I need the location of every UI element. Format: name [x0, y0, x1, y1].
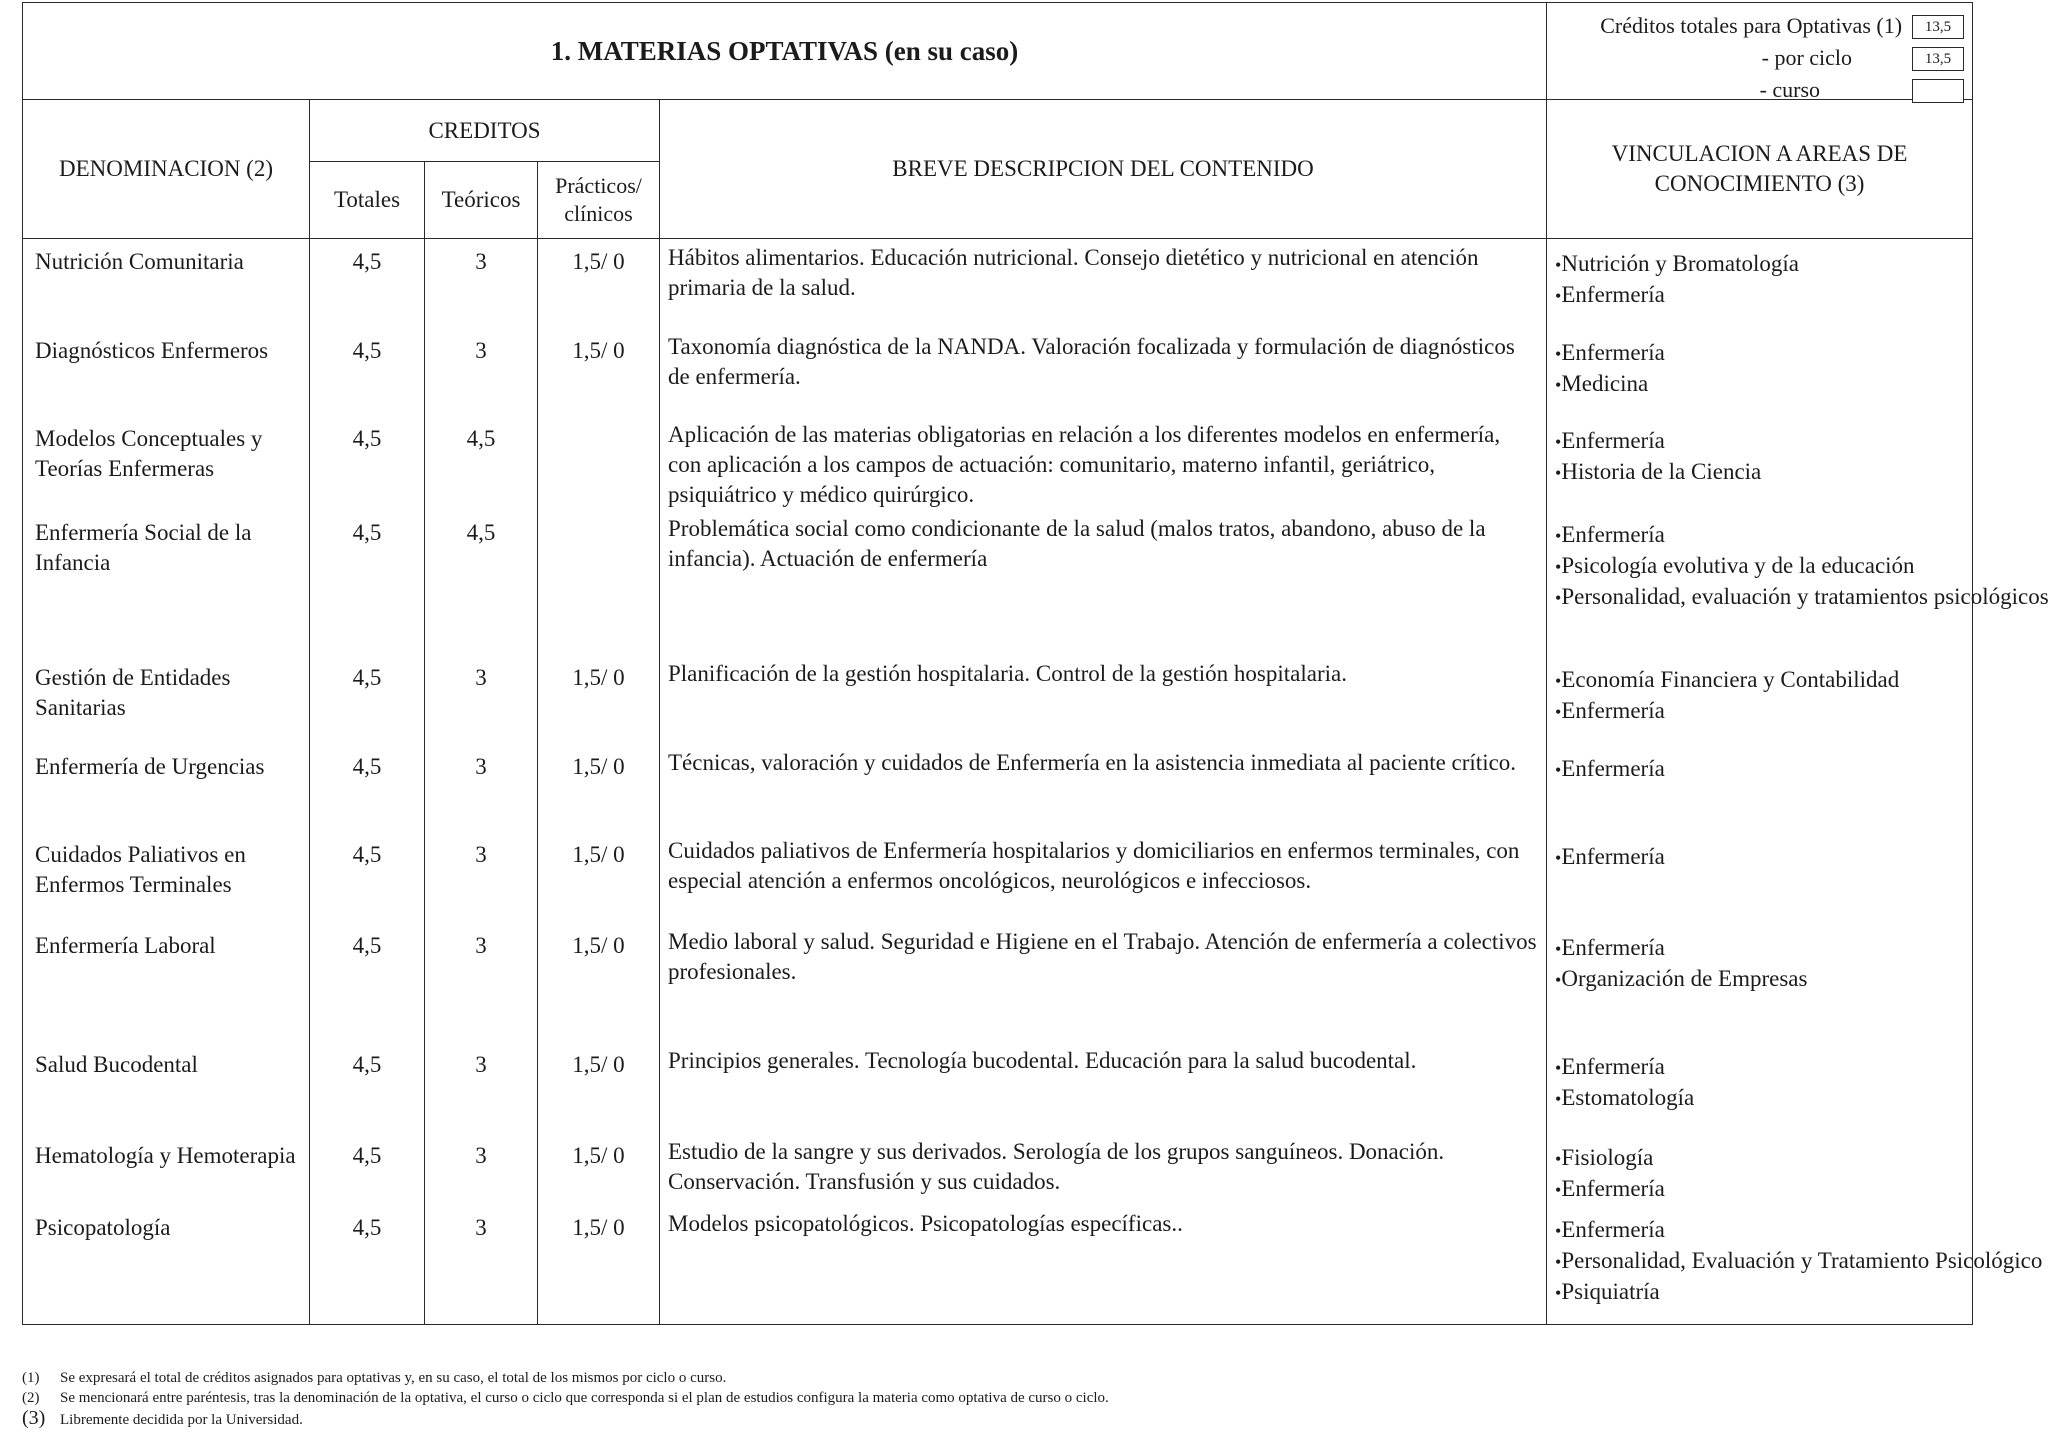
subject-name: Psicopatología	[23, 1205, 310, 1325]
per-cycle-label: - por ciclo	[1761, 45, 1853, 70]
credits-totales: 4,5	[310, 328, 425, 416]
credits-teoricos: 3	[425, 1205, 538, 1325]
bullet-icon: •	[1555, 286, 1562, 306]
table-title: 1. MATERIAS OPTATIVAS (en su caso)	[23, 3, 1547, 100]
subject-description: Aplicación de las materias obligatorias en relación a los diferentes modelos en enfermería, con aplicación a los campos de actuación: comunitario, materno infantil, geriátrico, psiquiátrico y médico quirúrgico.	[660, 416, 1547, 510]
footnote-number: (3)	[22, 1407, 46, 1429]
footnote-text: Se expresará el total de créditos asignados para optativas y, en su caso, el total de los mismos por ciclo o curso.	[60, 1370, 727, 1386]
credits-totals-label: Créditos totales para Optativas (1)	[1600, 13, 1903, 38]
knowledge-area-label: Organización de Empresas	[1561, 965, 1808, 991]
knowledge-area-label: Enfermería	[1561, 1053, 1665, 1079]
credits-totales: 4,5	[310, 416, 425, 510]
table-row	[23, 1042, 1973, 1133]
knowledge-area-label: Enfermería	[1561, 339, 1665, 365]
credits-totales: 4,5	[310, 510, 425, 655]
table-row	[23, 832, 1973, 923]
knowledge-area-item	[1555, 1174, 1968, 1205]
knowledge-area-item	[1555, 457, 1968, 488]
credits-totales: 4,5	[310, 1205, 425, 1325]
knowledge-areas	[1547, 239, 1973, 328]
col-header-practicos: Prácticos/ clínicos	[538, 162, 660, 239]
credits-teoricos: 3	[425, 1133, 538, 1205]
bullet-icon: •	[1555, 556, 1562, 577]
col-header-teoricos: Teóricos	[425, 162, 538, 239]
credits-totales: 4,5	[310, 239, 425, 328]
bullet-icon: •	[1555, 1220, 1562, 1241]
knowledge-areas	[1547, 832, 1973, 923]
table-row	[23, 655, 1973, 744]
knowledge-areas	[1547, 416, 1973, 510]
knowledge-area-item	[1555, 1246, 2043, 1277]
credits-practicos: 1,5/ 0	[538, 655, 660, 744]
subject-description: Taxonomía diagnóstica de la NANDA. Valoración focalizada y formulación de diagnósticos de enfermería.	[660, 328, 1547, 416]
bullet-icon: •	[1555, 701, 1562, 722]
subject-description: Técnicas, valoración y cuidados de Enfermería en la asistencia inmediata al paciente crítico.	[660, 744, 1547, 832]
table-row	[23, 239, 1973, 328]
knowledge-area-item	[1555, 426, 1968, 457]
knowledge-area-item	[1555, 1215, 1968, 1246]
credits-summary-box	[1547, 3, 1973, 100]
subject-name: Cuidados Paliativos en Enfermos Terminales	[23, 832, 310, 923]
bullet-icon: •	[1555, 255, 1562, 275]
knowledge-area-label: Psiquiatría	[1561, 1278, 1660, 1304]
knowledge-area-item	[1555, 1083, 1968, 1114]
credits-teoricos: 3	[425, 1042, 538, 1133]
credits-teoricos: 3	[425, 923, 538, 1042]
subject-description: Cuidados paliativos de Enfermería hospitalarios y domiciliarios en enfermos terminales, con especial atención a enfermos oncológicos, neurológicos e infecciosos.	[660, 832, 1547, 923]
table-body	[23, 239, 2049, 1325]
footnote-text: Se mencionará entre paréntesis, tras la denominación de la optativa, el curso o ciclo que corresponda si el plan de estudios configura la materia como optativa de curso o ciclo.	[60, 1390, 1109, 1406]
knowledge-area-label: Fisiología	[1561, 1144, 1654, 1170]
bullet-icon: •	[1555, 1251, 1562, 1272]
knowledge-area-label: Psicología evolutiva y de la educación	[1561, 552, 1915, 578]
knowledge-area-label: Enfermería	[1561, 427, 1665, 453]
credits-totales: 4,5	[310, 1042, 425, 1133]
subject-name: Enfermería Social de la Infancia	[23, 510, 310, 655]
credits-practicos: 1,5/ 0	[538, 328, 660, 416]
bullet-icon: •	[1555, 525, 1562, 546]
knowledge-area-label: Enfermería	[1561, 282, 1665, 307]
knowledge-area-item	[1555, 665, 1968, 696]
knowledge-area-label: Personalidad, Evaluación y Tratamiento Psicológico	[1561, 1247, 2043, 1273]
bullet-icon: •	[1555, 670, 1562, 691]
knowledge-area-item	[1555, 369, 1968, 400]
bullet-icon: •	[1555, 1282, 1562, 1303]
credits-teoricos: 3	[425, 744, 538, 832]
knowledge-area-label: Enfermería	[1561, 755, 1665, 781]
table-row	[23, 1133, 1973, 1205]
subject-name: Diagnósticos Enfermeros	[23, 328, 310, 416]
credits-totales: 4,5	[310, 923, 425, 1042]
knowledge-area-label: Enfermería	[1561, 697, 1665, 723]
knowledge-area-item	[1555, 933, 1968, 964]
credits-teoricos: 4,5	[425, 510, 538, 655]
subject-name: Gestión de Entidades Sanitarias	[23, 655, 310, 744]
col-header-descripcion: BREVE DESCRIPCION DEL CONTENIDO	[660, 100, 1547, 239]
footnote-2	[22, 1388, 1109, 1408]
footnote-text: Libremente decidida por la Universidad.	[60, 1412, 303, 1428]
footnote-1	[22, 1368, 1109, 1388]
knowledge-areas	[1547, 1205, 2043, 1325]
knowledge-area-label: Enfermería	[1561, 521, 1665, 547]
credits-practicos: 1,5/ 0	[538, 1205, 660, 1325]
knowledge-areas	[1547, 328, 1973, 416]
subject-description: Principios generales. Tecnología bucodental. Educación para la salud bucodental.	[660, 1042, 1547, 1133]
credits-teoricos: 4,5	[425, 416, 538, 510]
table-row	[23, 510, 1973, 655]
credits-practicos: 1,5/ 0	[538, 239, 660, 328]
bullet-icon: •	[1555, 431, 1562, 452]
course-value	[1912, 79, 1964, 103]
knowledge-area-label: Historia de la Ciencia	[1561, 458, 1762, 484]
bullet-icon: •	[1555, 1148, 1562, 1169]
optativas-table	[22, 2, 2049, 1325]
bullet-icon: •	[1555, 1088, 1562, 1109]
per-cycle-value: 13,5	[1912, 47, 1964, 71]
footnotes	[22, 1368, 1109, 1430]
knowledge-area-item	[1555, 338, 1968, 369]
col-header-denominacion: DENOMINACION (2)	[23, 100, 310, 239]
table-row	[23, 1205, 1973, 1325]
subject-name: Modelos Conceptuales y Teorías Enfermeras	[23, 416, 310, 510]
bullet-icon: •	[1555, 759, 1562, 780]
table-row	[23, 744, 1973, 832]
subject-name: Salud Bucodental	[23, 1042, 310, 1133]
credits-practicos	[538, 416, 660, 510]
bullet-icon: •	[1555, 587, 1562, 608]
course-label: - curso	[1759, 77, 1821, 102]
credits-practicos: 1,5/ 0	[538, 1042, 660, 1133]
bullet-icon: •	[1555, 969, 1562, 990]
subject-name: Nutrición Comunitaria	[23, 239, 310, 328]
footnote-number: (1)	[22, 1370, 40, 1386]
knowledge-area-label: Economía Financiera y Contabilidad	[1561, 666, 1900, 692]
credits-practicos: 1,5/ 0	[538, 832, 660, 923]
knowledge-areas	[1547, 744, 1973, 832]
knowledge-area-item	[1555, 520, 1968, 551]
subject-description: Medio laboral y salud. Seguridad e Higiene en el Trabajo. Atención de enfermería a colectivos profesionales.	[660, 923, 1547, 1042]
knowledge-area-item	[1555, 696, 1968, 727]
knowledge-area-label: Personalidad, evaluación y tratamientos psicológicos	[1561, 583, 2049, 609]
table-row	[23, 923, 1973, 1042]
bullet-icon: •	[1555, 343, 1562, 364]
knowledge-areas	[1547, 923, 1973, 1042]
knowledge-area-label: Enfermería	[1561, 1216, 1665, 1242]
knowledge-area-item	[1555, 1143, 1968, 1174]
knowledge-area-label: Estomatología	[1561, 1084, 1695, 1110]
credits-teoricos: 3	[425, 239, 538, 328]
subject-description: Planificación de la gestión hospitalaria. Control de la gestión hospitalaria.	[660, 655, 1547, 744]
knowledge-area-label: Medicina	[1561, 370, 1649, 396]
subject-description: Estudio de la sangre y sus derivados. Serología de los grupos sanguíneos. Donación. Conservación. Transfusión y sus cuidados.	[660, 1133, 1547, 1205]
table-row	[23, 328, 1973, 416]
knowledge-area-item	[1555, 249, 1968, 280]
bullet-icon: •	[1555, 1179, 1562, 1200]
subject-name: Enfermería de Urgencias	[23, 744, 310, 832]
subject-description: Hábitos alimentarios. Educación nutricional. Consejo dietético y nutricional en atención primaria de la salud.	[660, 239, 1547, 328]
bullet-icon: •	[1555, 938, 1562, 959]
credits-totales: 4,5	[310, 744, 425, 832]
knowledge-area-item	[1555, 842, 1968, 873]
credits-practicos: 1,5/ 0	[538, 1133, 660, 1205]
credits-teoricos: 3	[425, 655, 538, 744]
credits-totals-value: 13,5	[1912, 15, 1964, 39]
subject-name: Enfermería Laboral	[23, 923, 310, 1042]
credits-teoricos: 3	[425, 328, 538, 416]
credits-teoricos: 3	[425, 832, 538, 923]
knowledge-area-label: Nutrición y Bromatología	[1561, 251, 1799, 276]
knowledge-areas	[1547, 1133, 1973, 1205]
credits-totales: 4,5	[310, 1133, 425, 1205]
knowledge-area-label: Enfermería	[1561, 843, 1665, 869]
col-header-vinculacion: VINCULACION A AREAS DE CONOCIMIENTO (3)	[1547, 100, 1973, 239]
bullet-icon: •	[1555, 462, 1562, 483]
knowledge-area-item	[1555, 754, 1968, 785]
bullet-icon: •	[1555, 374, 1562, 395]
subject-name: Hematología y Hemoterapia	[23, 1133, 310, 1205]
subject-description: Problemática social como condicionante de la salud (malos tratos, abandono, abuso de la infancia). Actuación de enfermería	[660, 510, 1547, 655]
knowledge-area-label: Enfermería	[1561, 1175, 1665, 1201]
credits-practicos: 1,5/ 0	[538, 744, 660, 832]
knowledge-area-item	[1555, 280, 1968, 311]
knowledge-area-item	[1555, 582, 2049, 613]
knowledge-area-item	[1555, 1277, 1968, 1308]
col-header-totales: Totales	[310, 162, 425, 239]
knowledge-area-item	[1555, 551, 1968, 582]
credits-totales: 4,5	[310, 655, 425, 744]
subject-description: Modelos psicopatológicos. Psicopatologías específicas..	[660, 1205, 1547, 1325]
col-header-creditos: CREDITOS	[310, 100, 660, 162]
knowledge-area-label: Enfermería	[1561, 934, 1665, 960]
table-row	[23, 416, 1973, 510]
bullet-icon: •	[1555, 847, 1562, 868]
credits-totales: 4,5	[310, 832, 425, 923]
credits-practicos: 1,5/ 0	[538, 923, 660, 1042]
credits-practicos	[538, 510, 660, 655]
bullet-icon: •	[1555, 1057, 1562, 1078]
knowledge-areas	[1547, 510, 2049, 655]
knowledge-area-item	[1555, 1052, 1968, 1083]
knowledge-area-item	[1555, 964, 1968, 995]
knowledge-areas	[1547, 655, 1973, 744]
footnote-number: (2)	[22, 1390, 40, 1406]
knowledge-areas	[1547, 1042, 1973, 1133]
footnote-3	[22, 1408, 1109, 1430]
